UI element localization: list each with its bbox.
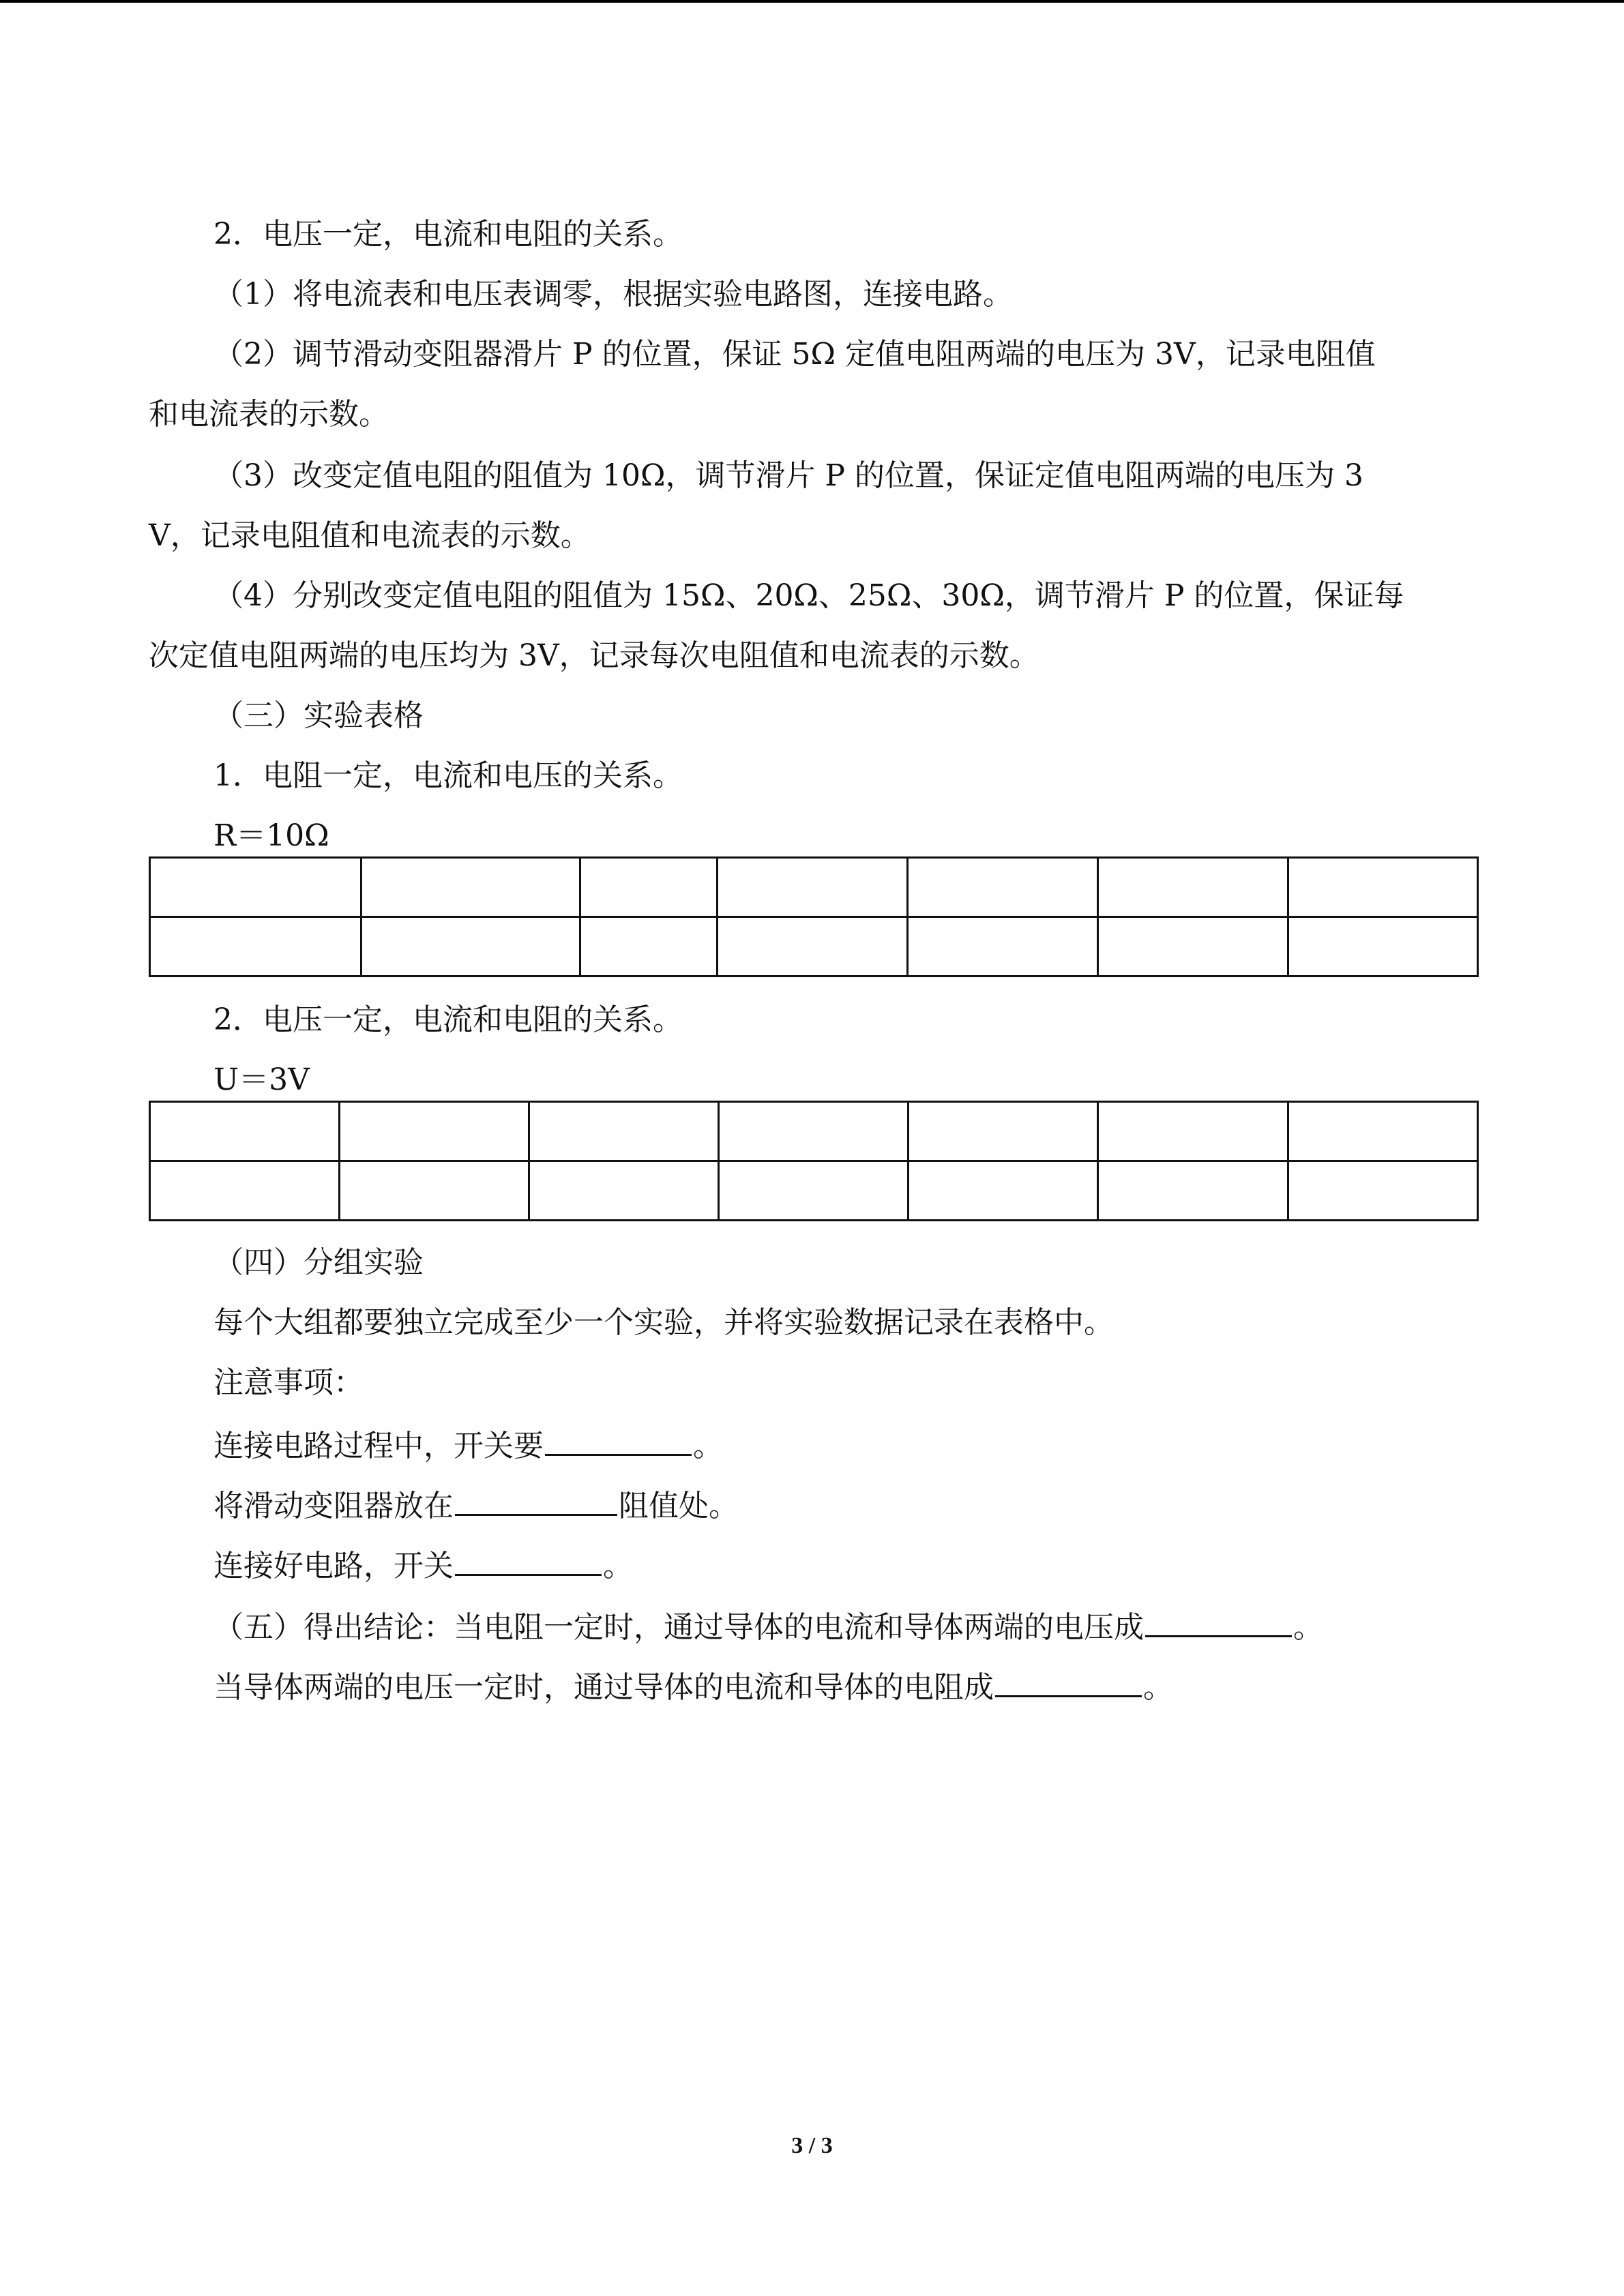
table-1-resistance-label: R＝10Ω (213, 818, 329, 853)
table-cell[interactable] (340, 1102, 529, 1161)
table-cell[interactable] (908, 917, 1098, 976)
table-row (150, 858, 1478, 917)
step-2-line-2: 和电流表的示数。 (149, 397, 389, 432)
page-number: 3 / 3 (791, 2133, 833, 2158)
table-cell[interactable] (1288, 917, 1478, 976)
fill-blank[interactable] (995, 1665, 1142, 1697)
step-2-line-1: （2）调节滑动变阻器滑片 P 的位置，保证 5Ω 定值电阻两端的电压为 3V，记录电阻值 (213, 337, 1376, 372)
note-text: 。 (693, 1429, 723, 1463)
note-switch-while-connecting (213, 1424, 723, 1467)
note-text: 。 (603, 1549, 633, 1583)
fill-blank[interactable] (455, 1544, 602, 1576)
table-cell[interactable] (150, 1161, 340, 1221)
table-cell[interactable] (1288, 1161, 1478, 1221)
conclusion-line-1 (213, 1605, 1323, 1648)
step-3-line-2: V，记录电阻值和电流表的示数。 (149, 518, 591, 553)
table-cell[interactable] (580, 858, 718, 917)
table-voltage-constant (149, 1101, 1479, 1221)
note-switch-after-connecting (213, 1544, 633, 1587)
conclusion-line-2 (213, 1665, 1173, 1708)
note-text: 将滑动变阻器放在 (213, 1489, 454, 1523)
section-experiment-table: （三）实验表格 (213, 698, 424, 733)
conclusion-text: （五）得出结论：当电阻一定时，通过导体的电流和导体两端的电压成 (213, 1610, 1144, 1645)
fill-blank[interactable] (545, 1424, 692, 1456)
table-row (150, 1161, 1478, 1221)
table-2-voltage-label: U＝3V (213, 1062, 310, 1097)
table-cell[interactable] (1098, 858, 1288, 917)
table-cell[interactable] (1288, 858, 1478, 917)
table-resistance-constant (149, 856, 1479, 977)
table-cell[interactable] (361, 858, 580, 917)
table-cell[interactable] (909, 1102, 1098, 1161)
conclusion-text: 。 (1143, 1670, 1173, 1705)
note-rheostat-position (213, 1484, 739, 1527)
table-cell[interactable] (580, 917, 718, 976)
table-cell[interactable] (718, 917, 908, 976)
step-1: （1）将电流表和电压表调零，根据实验电路图，连接电路。 (213, 277, 1013, 312)
conclusion-text: 当导体两端的电压一定时，通过导体的电流和导体的电阻成 (213, 1670, 994, 1705)
table-1-caption: 1．电阻一定，电流和电压的关系。 (213, 758, 683, 793)
table-cell[interactable] (1098, 1161, 1288, 1221)
group-experiment-instruction: 每个大组都要独立完成至少一个实验，并将实验数据记录在表格中。 (213, 1305, 1114, 1340)
step-4-line-1: （4）分别改变定值电阻的阻值为 15Ω、20Ω、25Ω、30Ω，调节滑片 P 的位置，保证每 (213, 578, 1404, 613)
table-row (150, 1102, 1478, 1161)
table-row (150, 917, 1478, 976)
notes-heading: 注意事项： (213, 1365, 364, 1400)
table-cell[interactable] (718, 858, 908, 917)
note-text: 连接好电路，开关 (213, 1549, 454, 1583)
table-cell[interactable] (150, 858, 361, 917)
table-cell[interactable] (1098, 1102, 1288, 1161)
conclusion-text: 。 (1293, 1610, 1323, 1645)
table-cell[interactable] (1288, 1102, 1478, 1161)
table-cell[interactable] (150, 1102, 340, 1161)
table-2-caption: 2．电压一定，电流和电阻的关系。 (213, 1002, 683, 1037)
table-cell[interactable] (361, 917, 580, 976)
step-4-line-2: 次定值电阻两端的电压均为 3V，记录每次电阻值和电流表的示数。 (149, 638, 1039, 673)
step-3-line-1: （3）改变定值电阻的阻值为 10Ω，调节滑片 P 的位置，保证定值电阻两端的电压为 3 (213, 458, 1364, 493)
note-text: 连接电路过程中，开关要 (213, 1429, 544, 1463)
page-top-border (0, 0, 1624, 3)
table-cell[interactable] (719, 1102, 909, 1161)
table-cell[interactable] (908, 858, 1098, 917)
fill-blank[interactable] (1145, 1605, 1292, 1637)
table-cell[interactable] (529, 1102, 719, 1161)
table-cell[interactable] (719, 1161, 909, 1221)
note-text: 阻值处。 (619, 1489, 739, 1523)
table-cell[interactable] (529, 1161, 719, 1221)
section-group-experiment: （四）分组实验 (213, 1245, 424, 1280)
table-cell[interactable] (1098, 917, 1288, 976)
fill-blank[interactable] (455, 1484, 617, 1516)
table-cell[interactable] (909, 1161, 1098, 1221)
table-cell[interactable] (340, 1161, 529, 1221)
section-heading-voltage-constant: 2．电压一定，电流和电阻的关系。 (213, 217, 683, 252)
table-cell[interactable] (150, 917, 361, 976)
